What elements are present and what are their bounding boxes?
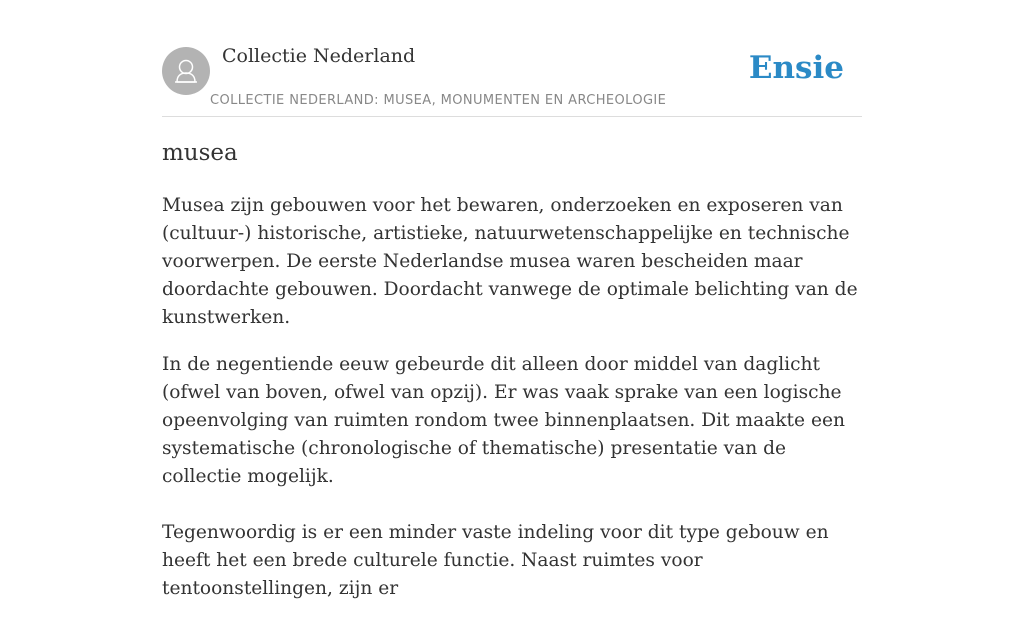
user-placeholder-icon <box>162 47 210 95</box>
page <box>162 0 862 599</box>
brand-logo[interactable]: Ensie <box>748 50 844 86</box>
paragraph: Tegenwoordig is er een minder vaste indeling voor dit type gebouw en heeft het een brede culturele functie. Naast ruimtes voor tentoonstellingen, zijn er <box>162 522 829 599</box>
paragraph: In de negentiende eeuw gebeurde dit alleen door middel van daglicht (ofwel van boven, ofwel van opzij). Er was vaak sprake van een logische opeenvolging van ruimten rondom twee binnenplaatsen. Dit maakte een systematische (chronologische of thematische) presentatie van de collectie mogelijk. <box>162 354 845 487</box>
header <box>162 0 862 117</box>
article-title: musea <box>162 140 238 166</box>
collection-link[interactable]: COLLECTIE NEDERLAND: MUSEA, MONUMENTEN EN ARCHEOLOGIE <box>210 93 667 108</box>
avatar[interactable] <box>162 47 210 95</box>
article-body <box>162 192 862 622</box>
author-name[interactable]: Collectie Nederland <box>222 45 416 67</box>
paragraph: Musea zijn gebouwen voor het bewaren, onderzoeken en exposeren van (cultuur-) historische, artistieke, natuurwetenschappelijke en technische voorwerpen. De eerste Nederlandse musea waren bescheiden maar doordachte gebouwen. Doordacht vanwege de optimale belichting van de kunstwerken. <box>162 195 858 328</box>
